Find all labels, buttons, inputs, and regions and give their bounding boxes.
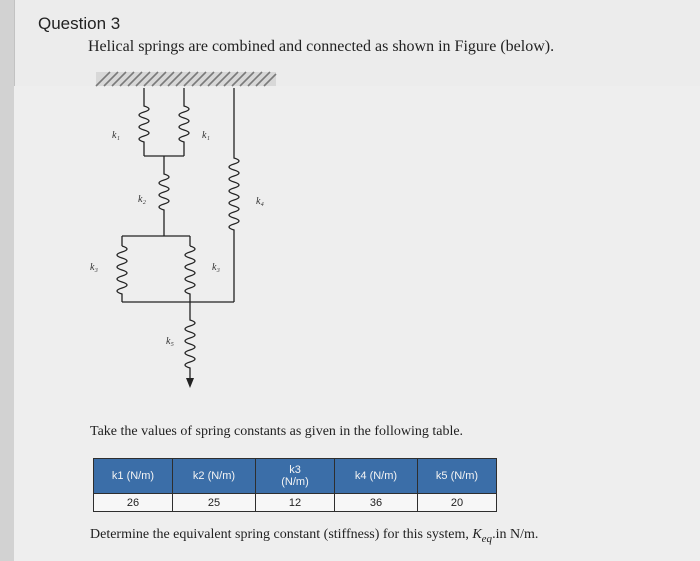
table-row — [94, 494, 497, 512]
spring-constants-table — [93, 458, 497, 512]
spring-k2 — [159, 156, 169, 236]
header-k1: k1 (N/m) — [94, 459, 173, 494]
question-intro: Helical springs are combined and connected as shown in Figure (below). — [88, 38, 555, 55]
left-margin — [0, 0, 15, 561]
header-k2: k2 (N/m) — [173, 459, 256, 494]
keq-symbol: $K_{eq}$ — [472, 527, 493, 545]
table-instruction: Take the values of spring constants as given in the following table. — [90, 424, 464, 439]
header-k5: k5 (N/m) — [418, 459, 497, 494]
spring-k1-left — [139, 88, 149, 156]
question-title: Question 3 — [38, 14, 121, 33]
load-arrow-icon — [186, 378, 194, 388]
spring-k3-right — [185, 246, 195, 302]
label-k4: k₄ — [256, 196, 264, 207]
spring-k4 — [229, 88, 239, 302]
label-k1-right: k₁ — [202, 130, 210, 141]
header-k3-unit: (N/m) — [281, 476, 309, 488]
spring-system-figure — [80, 70, 300, 400]
spring-k5 — [185, 302, 195, 382]
question-prompt — [90, 527, 538, 545]
label-k5: k₅ — [166, 336, 174, 347]
value-k3: 12 — [256, 494, 335, 512]
header-k3 — [256, 459, 335, 494]
table-header-row — [94, 459, 497, 494]
value-k5: 20 — [418, 494, 497, 512]
value-k2: 25 — [173, 494, 256, 512]
label-k3-left: k₃ — [90, 262, 98, 273]
header-k3-symbol: k3 — [289, 464, 301, 476]
label-k2: k₂ — [138, 194, 146, 205]
spring-k3-left — [117, 246, 127, 302]
value-k1: 26 — [94, 494, 173, 512]
label-k1-left: k₁ — [112, 130, 120, 141]
label-k3-right: k₃ — [212, 262, 220, 273]
spring-k1-right — [179, 88, 189, 156]
prompt-unit: .in N/m. — [492, 527, 539, 542]
prompt-text: Determine the equivalent spring constant (stiffness) for this system, — [90, 527, 473, 542]
value-k4: 36 — [335, 494, 418, 512]
ceiling-hatch — [96, 72, 276, 86]
header-k4: k4 (N/m) — [335, 459, 418, 494]
